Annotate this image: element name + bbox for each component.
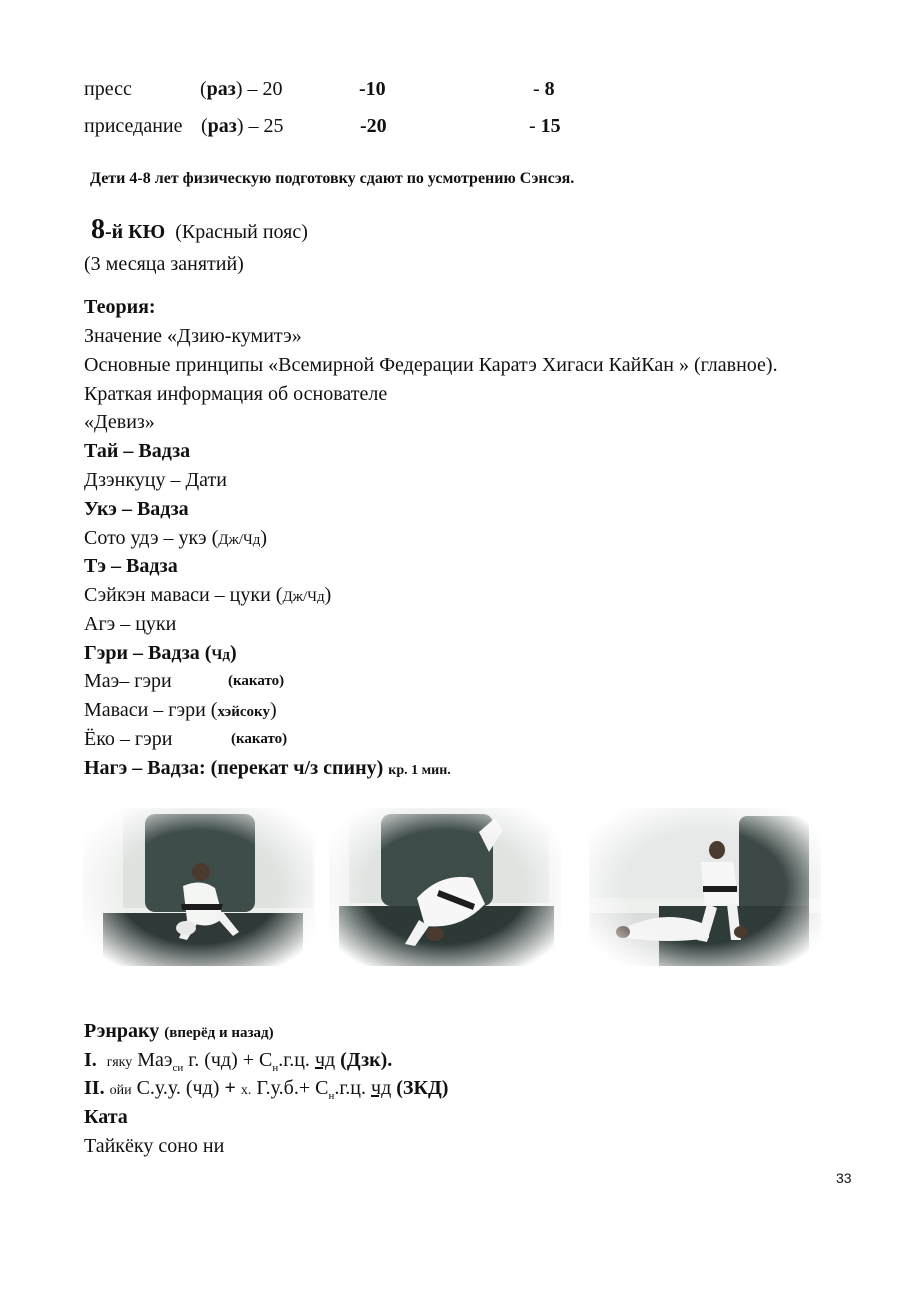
theory-line-4: «Девиз» xyxy=(84,411,155,433)
photo-rolling-start xyxy=(83,808,315,966)
norm-row-squat-unit: (раз) – 25 xyxy=(201,115,284,137)
rank-title: 8-й КЮ (Красный пояс) xyxy=(91,214,308,245)
theory-line-3: Краткая информация об основателе xyxy=(84,383,388,405)
rank-duration: (3 месяца занятий) xyxy=(84,253,244,275)
renraku-heading: Рэнраку (вперёд и назад) xyxy=(84,1020,274,1042)
kata-item: Тайкёку соно ни xyxy=(84,1135,225,1157)
uke-waza-heading: Укэ – Вадза xyxy=(84,498,189,520)
photo-rolling-end-image xyxy=(589,808,821,966)
norm-row-press-last: - 8 xyxy=(533,78,555,100)
norm-row-press-unit: (раз) – 20 xyxy=(200,78,283,100)
te-waza-item-2: Агэ – цуки xyxy=(84,613,177,635)
geri-item-mae: Маэ– гэри xyxy=(84,670,172,692)
geri-item-mawashi: Маваси – гэри (хэйсоку) xyxy=(84,699,277,721)
renraku-line-2: II. ойи С.у.у. (чд) + х. $Г.у.б.+ С_н.г.ц$. чд (ЗКД) xyxy=(84,1077,449,1102)
photo-rolling-middle xyxy=(329,808,561,966)
uke-waza-item: Сото удэ – укэ (Дж/Чд) xyxy=(84,527,268,549)
photo-rolling-middle-image xyxy=(329,808,561,966)
norm-row-squat-mid: -20 xyxy=(360,115,387,137)
te-waza-item-1: Сэйкэн маваси – цуки (Дж/Чд) xyxy=(84,584,332,606)
norm-row-press-mid: -10 xyxy=(359,78,386,100)
theory-heading: Теория: xyxy=(84,296,156,318)
norm-row-squat-last: - 15 xyxy=(529,115,561,137)
photo-rolling-start-image xyxy=(83,808,315,966)
norm-row-squat: приседание xyxy=(84,115,183,137)
kata-heading: Ката xyxy=(84,1106,128,1128)
te-waza-heading: Тэ – Вадза xyxy=(84,555,178,577)
geri-waza-heading: Гэри – Вадза (Чд) xyxy=(84,642,237,664)
renraku-line-1: I. гяку Маэ$_{си}$ г. $(чд) + С_н.г.ц$. чд (Дзк). xyxy=(84,1049,393,1074)
nage-waza-line: Нагэ – Вадза: (перекат ч/з спину) кр. 1 мин. xyxy=(84,757,451,779)
geri-item-yoko-note: (какато) xyxy=(231,731,288,747)
photo-rolling-end xyxy=(589,808,821,966)
geri-item-yoko: Ёко – гэри xyxy=(84,728,173,750)
norm-row-press: пресс xyxy=(84,78,132,100)
geri-item-mae-note: (какато) xyxy=(228,673,285,689)
tai-waza-item: Дзэнкуцу – Дати xyxy=(84,469,227,491)
tai-waza-heading: Тай – Вадза xyxy=(84,440,191,462)
theory-line-2: Основные принципы «Всемирной Федерации Каратэ Хигаси КайКан » (главное). xyxy=(84,354,778,376)
theory-line-1: Значение «Дзию-кумитэ» xyxy=(84,325,302,347)
children-note: Дети 4-8 лет физическую подготовку сдают по усмотрению Сэнсэя. xyxy=(90,170,575,187)
page-number: 33 xyxy=(836,1170,852,1186)
